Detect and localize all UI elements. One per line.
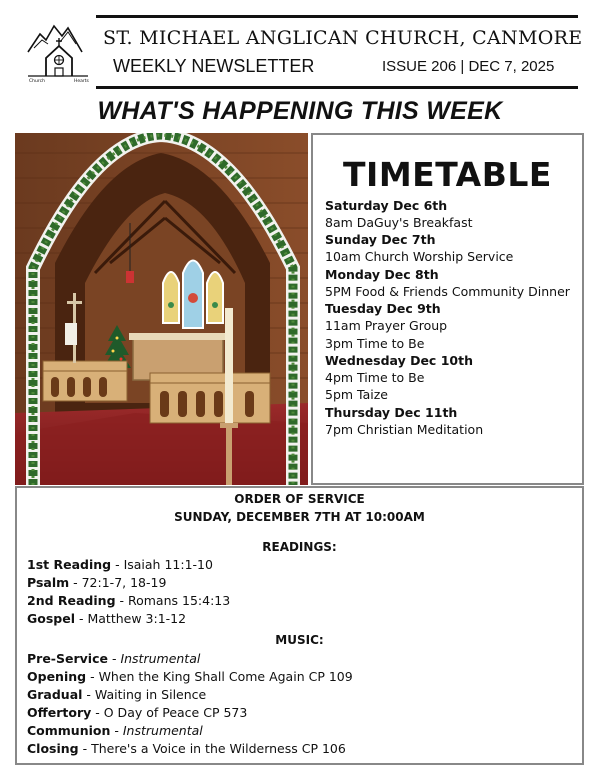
music-label: Opening <box>27 669 87 684</box>
timetable-day: Thursday Dec 11th <box>325 404 458 420</box>
service-subtitle: SUNDAY, DECEMBER 7TH AT 10:00AM <box>174 510 425 524</box>
church-name: ST. MICHAEL ANGLICAN CHURCH, CANMORE <box>103 27 583 49</box>
music-label: Offertory <box>27 705 92 720</box>
music-label: Gradual <box>27 687 83 702</box>
music-value: Waiting in Silence <box>94 687 207 702</box>
order-of-service-panel <box>15 486 584 765</box>
music-line: Pre-Service - Instrumental <box>27 651 201 666</box>
music-line: Closing - There's a Voice in the Wilderness CP 106 <box>27 741 346 756</box>
church-logo-icon <box>24 18 94 84</box>
timetable-list <box>325 197 580 438</box>
music-line: Communion - Instrumental <box>27 723 203 738</box>
reading-value: Matthew 3:1-12 <box>87 611 187 626</box>
reading-label: 2nd Reading <box>27 593 116 608</box>
timetable-title: TIMETABLE <box>343 155 552 194</box>
church-interior-photo <box>15 133 308 485</box>
music-value: Instrumental <box>120 651 201 666</box>
service-title: ORDER OF SERVICE <box>234 492 365 506</box>
reading-value: 72:1-7, 18-19 <box>81 575 167 590</box>
timetable-event: 7pm Christian Meditation <box>325 421 484 437</box>
music-line: Opening - When the King Shall Come Again CP 109 <box>27 669 353 684</box>
music-heading: MUSIC: <box>275 633 324 647</box>
page-headline: WHAT'S HAPPENING THIS WEEK <box>97 97 503 125</box>
timetable-event: 8am DaGuy's Breakfast <box>325 215 473 230</box>
reading-label: Gospel <box>27 611 75 626</box>
reading-value: Isaiah 11:1-10 <box>123 557 213 572</box>
music-line: Gradual - Waiting in Silence <box>27 687 207 702</box>
timetable-event: 3pm Time to Be <box>325 335 425 351</box>
music-label: Pre-Service <box>27 651 108 666</box>
reading-value: Romans 15:4:13 <box>127 593 231 608</box>
music-value: When the King Shall Come Again CP 109 <box>98 669 353 684</box>
music-line: Offertory - O Day of Peace CP 573 <box>27 705 248 720</box>
timetable-day: Wednesday Dec 10th <box>325 353 473 369</box>
readings-heading: READINGS: <box>262 540 337 554</box>
reading-line: Gospel - Matthew 3:1-12 <box>27 611 187 626</box>
timetable-day: Sunday Dec 7th <box>325 232 436 248</box>
logo-text-left: Church <box>29 79 45 84</box>
reading-line: Psalm - 72:1-7, 18-19 <box>27 575 167 590</box>
timetable-event: 5PM Food & Friends Community Dinner <box>325 283 570 299</box>
music-value: Instrumental <box>122 723 203 738</box>
music-label: Communion <box>27 723 111 738</box>
music-value: O Day of Peace CP 573 <box>103 705 248 720</box>
timetable-event: 10am Church Worship Service <box>325 249 514 265</box>
church-interior-illustration <box>15 133 308 485</box>
music-label: Closing <box>27 741 79 756</box>
music-value: There's a Voice in the Wilderness CP 106 <box>91 741 346 756</box>
reading-line: 2nd Reading - Romans 15:4:13 <box>27 593 231 608</box>
timetable-event: 5pm Taize <box>325 387 388 403</box>
logo-text-right: Hearts <box>74 79 89 84</box>
timetable-day: Monday Dec 8th <box>325 266 439 282</box>
reading-line: 1st Reading - Isaiah 11:1-10 <box>27 557 213 572</box>
reading-label: 1st Reading <box>27 557 112 572</box>
newsletter-label: WEEKLY NEWSLETTER <box>113 56 315 76</box>
timetable-panel <box>311 133 584 485</box>
timetable-day: Tuesday Dec 9th <box>325 301 441 317</box>
header-top-rule <box>96 15 578 18</box>
timetable-day: Saturday Dec 6th <box>325 198 448 213</box>
reading-label: Psalm <box>27 575 70 590</box>
header-bottom-rule <box>96 86 578 89</box>
timetable-event: 4pm Time to Be <box>325 370 425 386</box>
issue-info: ISSUE 206 | DEC 7, 2025 <box>382 58 555 75</box>
timetable-event: 11am Prayer Group <box>325 318 448 334</box>
